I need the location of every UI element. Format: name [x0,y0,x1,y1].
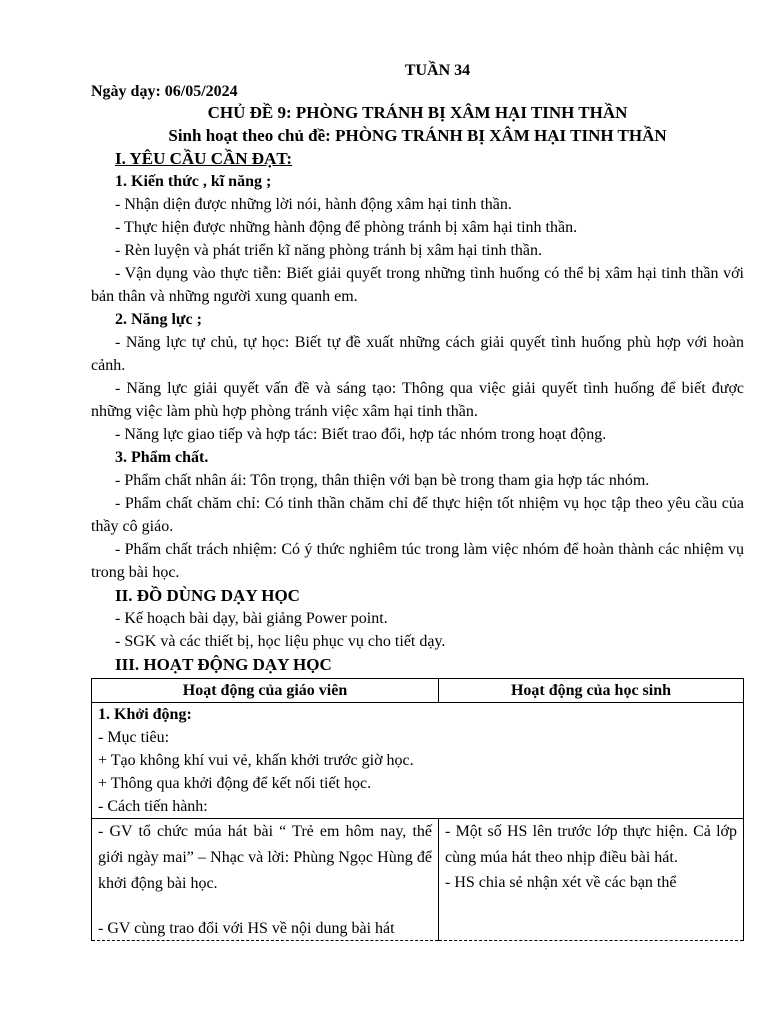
week-label: TUẦN 34 [404,62,471,79]
student-activity-text: - HS chia sẻ nhận xét về các bạn thể [445,874,677,891]
materials-item: - SGK và các thiết bị, học liệu phục vụ cho tiết dạy. [115,633,446,650]
teacher-activity-text: - GV cùng trao đổi với HS về nội dung bài hát [98,920,395,937]
quality-item: - Phẩm chất trách nhiệm: Có ý thức nghiêm túc trong làm việc nhóm để hoàn thành các nhiệm vụ trong bài học. [91,541,744,581]
section-3-heading: III. HOẠT ĐỘNG DẠY HỌC [115,655,332,674]
competence-item: - Năng lực giao tiếp và hợp tác: Biết trao đổi, hợp tác nhóm trong hoạt động. [115,426,607,443]
knowledge-item: - Vận dụng vào thực tiễn: Biết giải quyết trong những tình huống có thể bị xâm hại tinh thần với bản thân và những người xung quanh em. [91,265,744,305]
activities-table [91,678,744,941]
student-activity-cell [439,819,744,941]
warmup-line: - Mục tiêu: [98,729,170,746]
materials-item: - Kế hoạch bài dạy, bài giảng Power point. [115,610,388,627]
teacher-activity-text: - GV tổ chức múa hát bài “ Trẻ em hôm nay, thế giới ngày mai” – Nhạc và lời: Phùng Ngọc Hùng để khởi động bài học. [98,823,432,892]
student-activity-text: - Một số HS lên trước lớp thực hiện. Cả lớp cùng múa hát theo nhịp điều bài hát. [445,823,737,866]
competence-heading: 2. Năng lực ; [115,311,202,328]
student-column-header: Hoạt động của học sinh [439,679,744,703]
warmup-row [92,703,744,819]
knowledge-item: - Rèn luyện và phát triển kĩ năng phòng tránh bị xâm hại tinh thần. [115,242,543,259]
competence-item: - Năng lực giải quyết vấn đề và sáng tạo: Thông qua việc giải quyết tình huống để biết được những việc làm phù hợp phòng tránh việc xâm hại tinh thần. [91,380,744,420]
warmup-heading: 1. Khởi động: [98,706,192,723]
spacer [98,897,432,917]
topic-subtitle: Sinh hoạt theo chủ đề: PHÒNG TRÁNH BỊ XÂM HẠI TINH THẦN [168,126,667,145]
table-header-row [92,679,744,703]
competence-item: - Năng lực tự chủ, tự học: Biết tự đề xuất những cách giải quyết tình huống phù hợp với hoàn cảnh. [91,334,744,374]
warmup-line: - Cách tiến hành: [98,798,208,815]
teacher-column-header: Hoạt động của giáo viên [92,679,439,703]
quality-item: - Phẩm chất chăm chỉ: Có tinh thần chăm chỉ để thực hiện tốt nhiệm vụ học tập theo yêu cầu của thầy cô giáo. [91,495,744,535]
teaching-date: Ngày dạy: 06/05/2024 [91,83,238,100]
activity-row [92,819,744,941]
knowledge-item: - Thực hiện được những hành động để phòng tránh bị xâm hại tinh thần. [115,219,578,236]
section-2-heading: II. ĐỒ DÙNG DẠY HỌC [115,586,300,605]
teacher-activity-cell [92,819,439,941]
knowledge-heading: 1. Kiến thức , kĩ năng ; [115,173,272,190]
warmup-line: + Thông qua khởi động để kết nối tiết học. [98,775,372,792]
warmup-line: + Tạo không khí vui vẻ, khấn khởi trước giờ học. [98,752,414,769]
quality-item: - Phẩm chất nhân ái: Tôn trọng, thân thiện với bạn bè trong tham gia hợp tác nhóm. [115,472,650,489]
topic-title: CHỦ ĐỀ 9: PHÒNG TRÁNH BỊ XÂM HẠI TINH THẦN [207,103,628,122]
warmup-cell [92,703,744,819]
section-1-heading: I. YÊU CẦU CẦN ĐẠT: [115,149,293,168]
knowledge-item: - Nhận diện được những lời nói, hành động xâm hại tinh thần. [115,196,512,213]
document-page [91,62,744,941]
quality-heading: 3. Phẩm chất. [115,449,209,466]
